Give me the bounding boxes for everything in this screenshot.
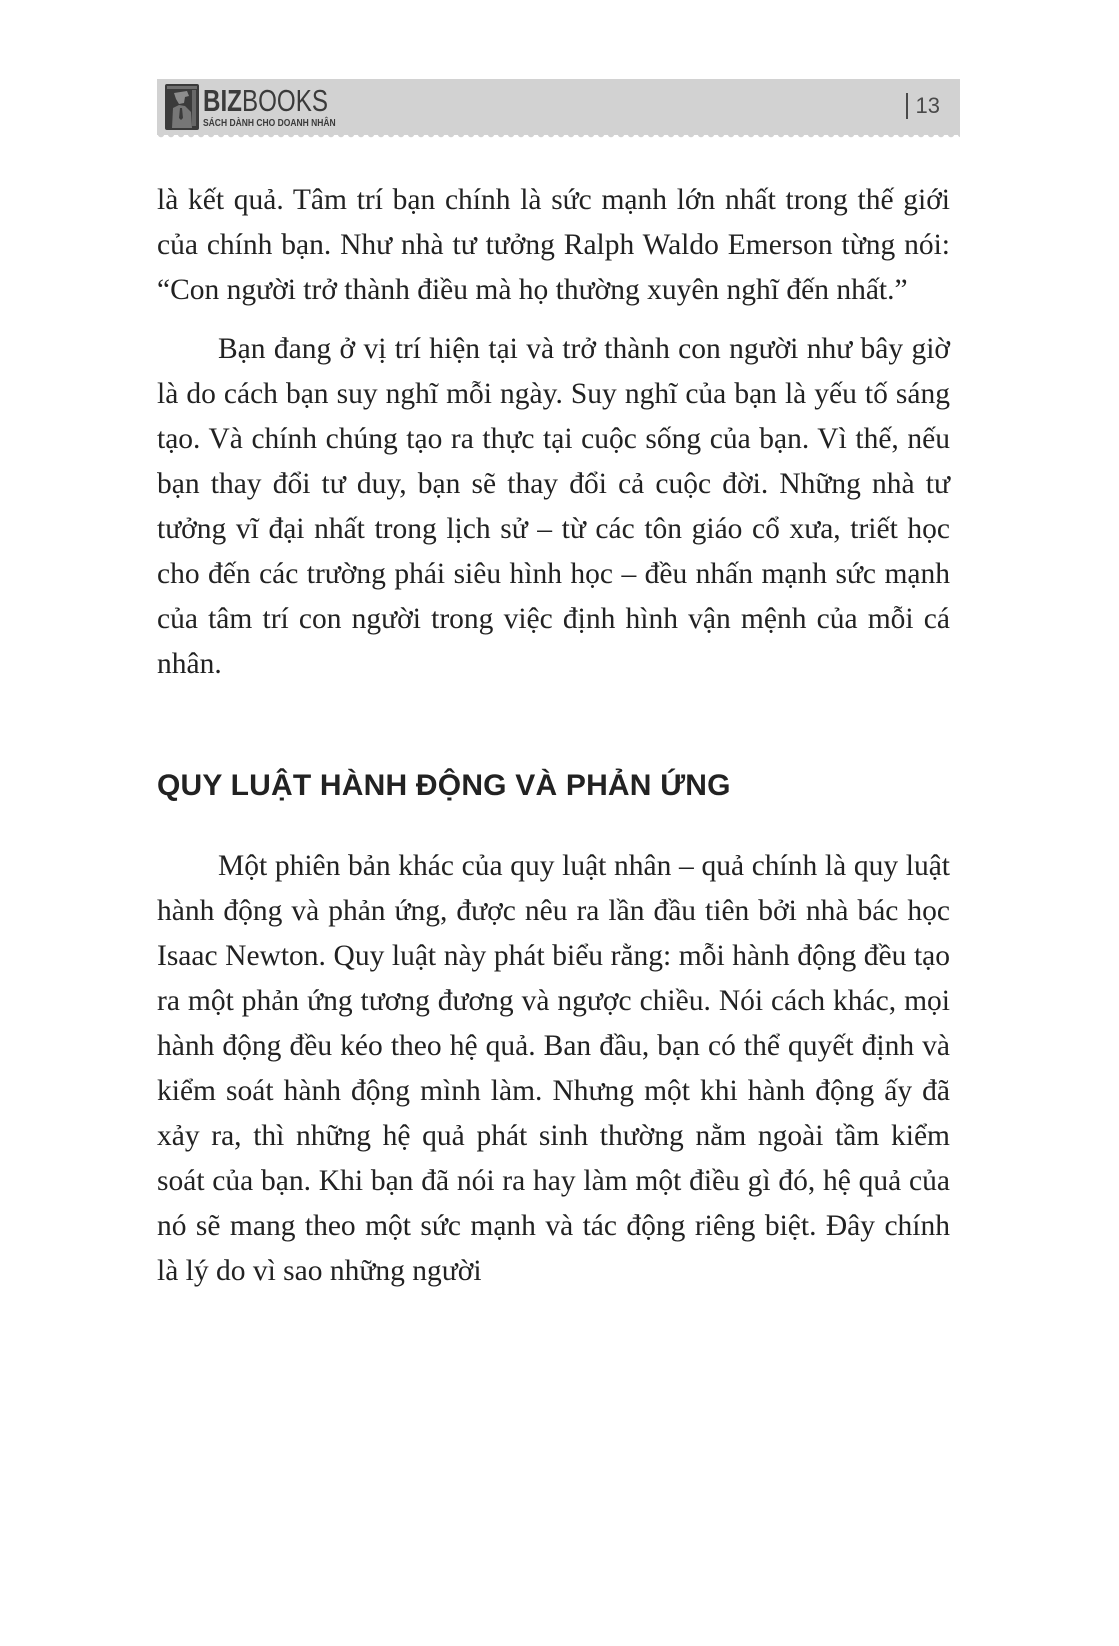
section-heading: QUY LUẬT HÀNH ĐỘNG VÀ PHẢN ỨNG (157, 769, 731, 802)
page-number-divider (906, 93, 908, 119)
brand-name (203, 85, 328, 116)
page-number (906, 91, 940, 121)
page-number-value: 13 (915, 93, 940, 118)
page-header (157, 79, 960, 135)
paragraph: Bạn đang ở vị trí hiện tại và trở thành con người như bây giờ là do cách bạn suy nghĩ mỗi ngày. Suy nghĩ của bạn là yếu tố sáng tạo. Và chính chúng tạo ra thực tại cuộc sống của bạn. Vì thế, nếu bạn thay đổi tư duy, bạn sẽ thay đổi cả cuộc đời. Những nhà tư tưởng vĩ đại nhất trong lịch sử – từ các tôn giáo cổ xưa, triết học cho đến các trường phái siêu hình học – đều nhấn mạnh sức mạnh của tâm trí con người trong việc định hình vận mệnh của mỗi cá nhân. (157, 333, 950, 680)
brand-tagline: SÁCH DÀNH CHO DOANH NHÂN (203, 118, 336, 129)
brand-name-light: BOOKS (241, 83, 328, 118)
brand-name-bold: BIZ (203, 83, 242, 118)
publisher-logo (165, 84, 363, 130)
paragraph: Một phiên bản khác của quy luật nhân – quả chính là quy luật hành động và phản ứng, được nêu ra lần đầu tiên bởi nhà bác học Isaac Newton. Quy luật này phát biểu rằng: mỗi hành động đều tạo ra một phản ứng tương đương và ngược chiều. Nói cách khác, mọi hành động đều kéo theo hệ quả. Ban đầu, bạn có thể quyết định và kiểm soát hành động mình làm. Nhưng một khi hành động ấy đã xảy ra, thì những hệ quả phát sinh thường nằm ngoài tầm kiểm soát của bạn. Khi bạn đã nói ra hay làm một điều gì đó, hệ quả của nó sẽ mang theo một sức mạnh và tác động riêng biệt. Đây chính là lý do vì sao những người (157, 850, 950, 1287)
reading-man-book-icon (165, 84, 199, 130)
page-body (157, 178, 950, 1294)
paragraph-continued: là kết quả. Tâm trí bạn chính là sức mạnh lớn nhất trong thế giới của chính bạn. Như nhà tư tưởng Ralph Waldo Emerson từng nói: “Con người trở thành điều mà họ thường xuyên nghĩ đến nhất.” (157, 184, 950, 306)
